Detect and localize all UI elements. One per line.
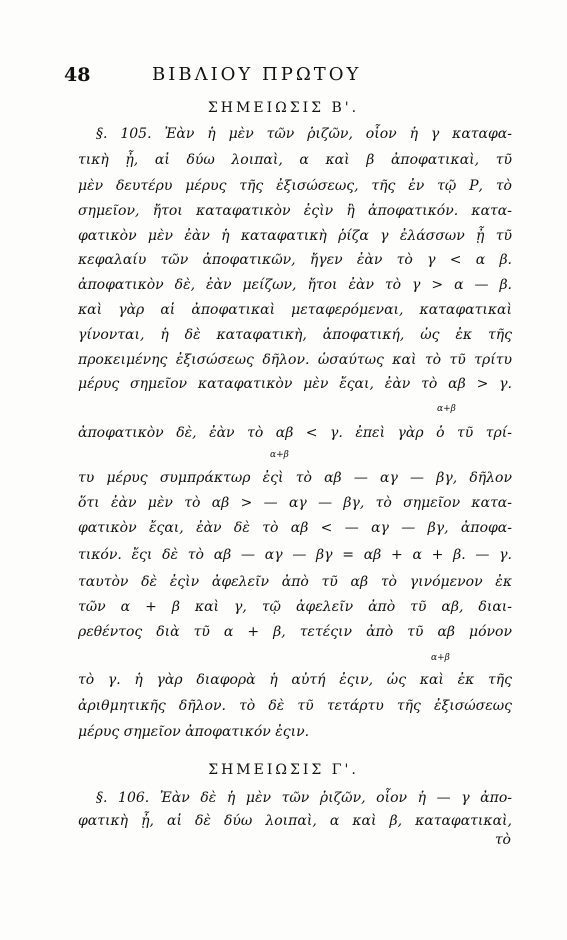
page-number: 48 xyxy=(64,64,91,86)
paragraph-line: ρεθέντος διὰ τῦ α + β, τετέςιν ἀπὸ τῦ αβ μόνον xyxy=(78,624,512,640)
paragraph-line: §. 106. Ἐὰν δὲ ἡ μὲν τῶν ῥιζῶν, οἷον ἡ — γ ἀπο- xyxy=(96,790,512,806)
running-head xyxy=(62,64,514,90)
overline-note: α+β xyxy=(431,653,450,663)
section-heading: ΣΗΜΕΙΩΣΙΣ Γ'. xyxy=(208,762,359,778)
paragraph-line: τικὴ ᾖ, αἱ δύω λοιπαὶ, α καὶ β ἀποφατικαὶ, τῦ xyxy=(78,152,512,168)
paragraph-line: §. 105. Ἐὰν ἡ μὲν τῶν ῥιζῶν, οἷον ἡ γ καταφα- xyxy=(96,126,512,142)
paragraph-line: φατικὸν μὲν ἐὰν ἡ καταφατικὴ ῥίζα γ ἐλάσσων ᾖ τῦ xyxy=(78,228,512,244)
paragraph-line: τυ μέρυς συμπράκτωρ ἐςὶ τὸ αβ — αγ — βγ, δῆλον xyxy=(78,470,512,486)
section-heading: ΣΗΜΕΙΩΣΙΣ Β'. xyxy=(207,100,360,116)
paragraph-line: φατικὸν ἔςαι, ἐὰν δὲ τὸ αβ < — αγ — βγ, ἀποφα- xyxy=(78,520,512,536)
paragraph-line: ἀριθμητικῆς δῆλον. τὸ δὲ τῦ τετάρτυ τῆς ἐξισώσεως xyxy=(78,698,512,714)
paragraph-line: φατικὴ ᾖ, αἱ δὲ δύω λοιπαὶ, α καὶ β, καταφατικαὶ, xyxy=(78,813,512,829)
paragraph-line: μέρυς σημεῖον ἀποφατικόν ἐςιν. xyxy=(78,724,310,740)
paragraph-line: τικόν. ἔςι δὲ τὸ αβ — αγ — βγ = αβ + α + β. — γ. xyxy=(78,547,512,563)
paragraph-line: μὲν δευτέρυ μέρυς τῆς ἐξισώσεως, τῆς ἐν τῷ Ρ, τὸ xyxy=(78,178,512,194)
overline-note: α+β xyxy=(270,450,289,460)
paragraph-line: γίνονται, ἡ δὲ καταφατικὴ, ἀποφατική, ὡς ἐκ τῆς xyxy=(78,327,512,343)
paragraph-line: σημεῖον, ἤτοι καταφατικὸν ἐςὶν ἢ ἀποφατικόν. κατα- xyxy=(78,203,512,219)
paragraph-line: ἀποφατικὸν δὲ, ἐὰν τὸ αβ < γ. ἐπεὶ γὰρ ὁ τῦ τρί- xyxy=(78,425,512,441)
paragraph-line: ταυτὸν δὲ ἐςὶν ἀφελεῖν ἀπὸ τῦ αβ τὸ γινόμενον ἐκ xyxy=(78,574,512,590)
catchword: τὸ xyxy=(494,832,511,848)
running-title: ΒΙΒΛΙΟΥ ΠΡΩΤΟΥ xyxy=(152,64,362,85)
paragraph-line: τῶν α + β καὶ γ, τῷ ἀφελεῖν ἀπὸ τῦ αβ, διαι- xyxy=(78,599,512,615)
paragraph-line: μέρυς σημεῖον καταφατικὸν μὲν ἔςαι, ἐὰν τὸ αβ > γ. xyxy=(78,376,512,392)
paragraph-line: καὶ γὰρ αἱ ἀποφατικαὶ μεταφερόμεναι, καταφατικαὶ xyxy=(78,302,512,318)
paragraph-line: προκειμένης ἐξισώσεως δῆλον. ὡσαύτως καὶ τὸ τῦ τρίτυ xyxy=(78,352,512,368)
overline-note: α+β xyxy=(437,404,456,414)
paragraph-line: ἀποφατικὸν δὲ, ἐὰν μείζων, ἤτοι ἐὰν τὸ γ > α — β. xyxy=(78,277,512,293)
paragraph-line: κεφαλαίυ τῶν ἀποφατικῶν, ἤγεν ἐὰν τὸ γ < α β. xyxy=(78,252,512,268)
paragraph-line: τὸ γ. ἡ γὰρ διαφορὰ ἡ αὐτή ἐςιν, ὡς καὶ ἐκ τῆς xyxy=(78,672,512,688)
paragraph-line: ὅτι ἐὰν μὲν τὸ αβ > — αγ — βγ, τὸ σημεῖον κατα- xyxy=(78,495,512,511)
